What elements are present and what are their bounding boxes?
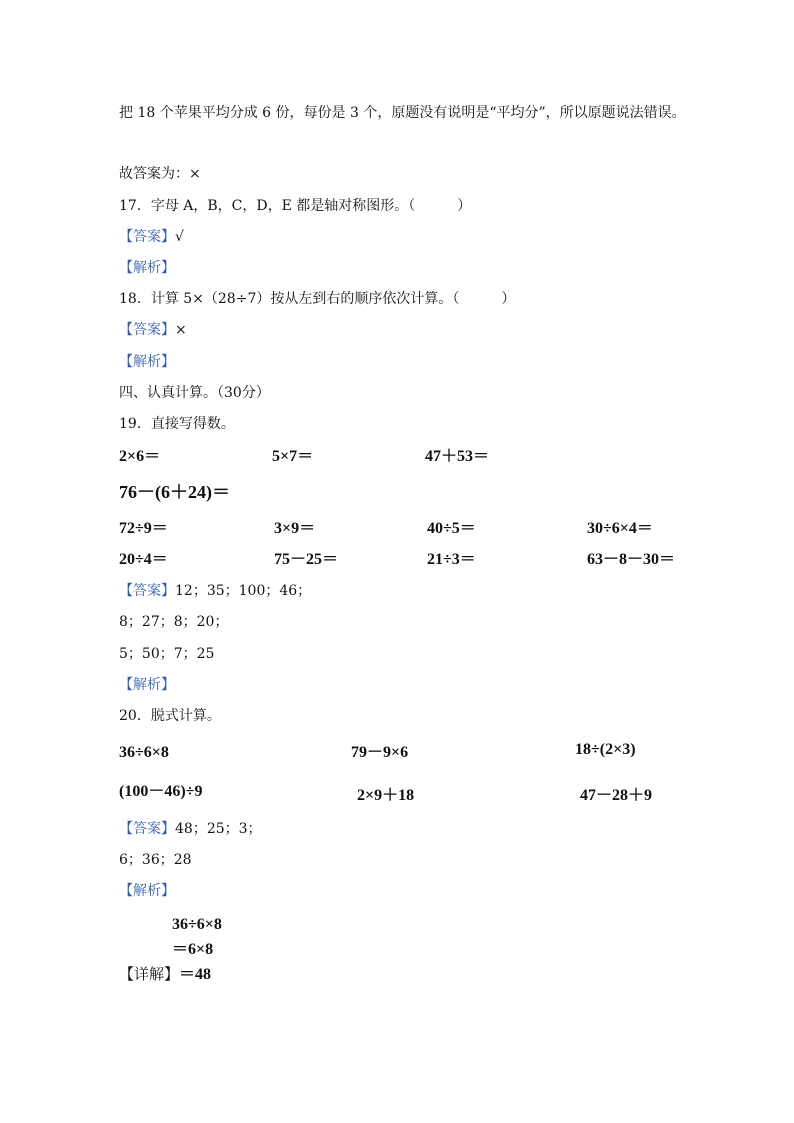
q19-expr: 75－25＝ — [274, 551, 339, 568]
detail-step: ＝48 — [179, 966, 212, 983]
q20-expr: 47－28＋9 — [580, 787, 653, 804]
q19-expr: 3×9＝ — [274, 520, 316, 537]
q20-expr: 79－9×6 — [351, 744, 409, 761]
q19-expr: 5×7＝ — [272, 448, 314, 465]
q19-analysis-tag: 【解析】 — [119, 677, 175, 693]
detail-step: 36÷6×8 — [172, 916, 222, 933]
question-18: 18．计算 5×（28÷7）按从左到右的顺序依次计算。（ ） — [119, 291, 516, 307]
detail-line — [119, 964, 211, 985]
question-19: 19．直接写得数。 — [119, 416, 235, 432]
detail-tag: 【详解】 — [119, 965, 180, 983]
intro-text: 把 18 个苹果平均分成 6 份，每份是 3 个，原题没有说明是“平均分”，所以原题说法错误。 — [119, 105, 686, 121]
q18-answer — [119, 320, 187, 340]
q19-expr: 63－8－30＝ — [587, 551, 676, 568]
answer-value: 12；35；100；46； — [175, 583, 312, 599]
section-4-heading: 四、认真计算。（30分） — [119, 385, 270, 401]
q20-answer-line-2: 6；36；28 — [119, 852, 192, 868]
q19-expr: 2×6＝ — [119, 448, 161, 465]
q19-answer-line-2: 8；27；8；20； — [119, 614, 229, 630]
q19-expr: 72÷9＝ — [119, 520, 168, 537]
q19-expr: 76－(6＋24)＝ — [119, 482, 230, 502]
q20-answer — [119, 819, 262, 839]
q20-expr: 36÷6×8 — [119, 744, 169, 761]
answer-value: √ — [175, 229, 184, 245]
q20-analysis-tag: 【解析】 — [119, 883, 175, 899]
q19-expr: 47＋53＝ — [425, 448, 490, 465]
q19-expr: 20÷4＝ — [119, 551, 168, 568]
question-17: 17．字母 A，B，C，D，E 都是轴对称图形。（ ） — [119, 198, 472, 214]
q19-expr: 40÷5＝ — [427, 520, 476, 537]
detail-step: ＝6×8 — [172, 941, 214, 958]
answer-value: 48；25；3； — [175, 821, 262, 837]
answer-tag: 【答案】 — [119, 229, 175, 245]
q17-analysis-tag: 【解析】 — [119, 260, 175, 276]
q19-expr: 21÷3＝ — [427, 551, 476, 568]
q19-answer-line-3: 5；50；7；25 — [119, 646, 215, 662]
answer-value: × — [175, 322, 187, 338]
answer-tag: 【答案】 — [119, 821, 175, 837]
prev-answer: 故答案为：× — [119, 166, 201, 182]
q20-expr: (100－46)÷9 — [119, 783, 203, 800]
q19-answer — [119, 581, 311, 601]
q20-expr: 2×9＋18 — [357, 787, 415, 804]
answer-tag: 【答案】 — [119, 322, 175, 338]
q18-analysis-tag: 【解析】 — [119, 354, 175, 370]
question-20: 20．脱式计算。 — [119, 708, 221, 724]
q19-expr: 30÷6×4＝ — [587, 520, 653, 537]
q17-answer — [119, 227, 184, 247]
q20-expr: 18÷(2×3) — [575, 741, 636, 758]
answer-tag: 【答案】 — [119, 583, 175, 599]
